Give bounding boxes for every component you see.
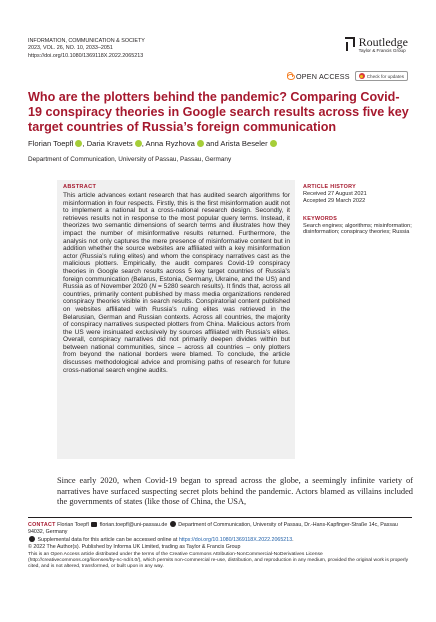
check-updates-button[interactable] [355, 71, 408, 81]
copyright: © 2022 The Author(s). Published by Informa UK Limited, trading as Taylor & Francis Group [28, 543, 241, 550]
crossmark-icon [359, 73, 365, 79]
footer [28, 521, 412, 570]
supplemental-icon [29, 536, 35, 542]
abstract-text [63, 192, 290, 374]
footer-divider [28, 517, 412, 518]
orcid-icon[interactable] [270, 140, 277, 147]
author-name: Anna Ryzhova [145, 139, 195, 148]
badge-row [287, 71, 408, 81]
supplemental-link[interactable]: https://doi.org/10.1080/1369118X.2022.2065213 [178, 536, 293, 543]
open-access-badge [287, 72, 350, 81]
orcid-icon[interactable] [135, 140, 142, 147]
publisher-name: Routledge [358, 35, 408, 49]
journal-doi[interactable]: https://doi.org/10.1080/1369118X.2022.2065213 [28, 52, 144, 59]
author-name: Daria Kravets [86, 139, 133, 148]
check-updates-label: Check for updates [366, 73, 404, 79]
article-title: Who are the plotters behind the pandemic? Comparing Covid-19 conspiracy theories in Google search results across five key target countries of Russia’s foreign communication [28, 90, 409, 135]
orcid-icon[interactable] [197, 140, 204, 147]
abstract-heading: ABSTRACT [63, 184, 97, 190]
affiliation: Department of Communication, University of Passau, Passau, Germany [28, 156, 232, 163]
author-separator: , [141, 139, 146, 148]
author-separator: and [203, 139, 221, 148]
routledge-logo-icon [344, 36, 355, 52]
author-separator: , [82, 139, 87, 148]
address-icon [170, 521, 176, 527]
open-access-label: OPEN ACCESS [295, 71, 350, 81]
keywords-heading: KEYWORDS [303, 215, 338, 222]
history-heading: ARTICLE HISTORY [303, 184, 357, 190]
supplemental-text: Supplemental data for this article can be accessed online at [37, 536, 178, 543]
publisher-logo[interactable] [344, 36, 408, 54]
body-paragraph: Since early 2020, when Covid-19 began to spread across the globe, a seemingly infinite variety of narratives have surfaced suspecting secret plots behind the pandemic. Actors blamed as villains included the governments of states (like those of China, the USA, [57, 476, 413, 507]
journal-name: INFORMATION, COMMUNICATION & SOCIETY [28, 38, 145, 44]
author-list [28, 139, 277, 148]
contact-address: Department of Communication, University of Passau, Dr.-Hans-Kapfinger-Straße 14c, Passau 94032, Germany [28, 522, 398, 535]
license-text: This is an Open Access article distributed under the terms of the Creative Commons Attribution-NonCommercial-NoDerivatives License (http://creativecommons.org/licenses/by-nc-nd/4.0/), which permits non-commercial re-use, distribution, and reproduction in any medium, provided the original work is properly cited, and is not altered, transformed, or built upon in any way. [28, 551, 409, 569]
abstract-n-symbol: N [151, 283, 157, 291]
supplemental-row: Supplemental data for this article can be accessed online at https://doi.org/10.1080/1369118X.2022.2065213. [28, 536, 412, 544]
journal-header [28, 38, 145, 60]
contact-row [28, 521, 412, 535]
accepted-date: Accepted 29 March 2022 [303, 197, 366, 204]
journal-volume: 2023, VOL. 26, NO. 10, 2033–2051 [28, 45, 113, 52]
abstract-text-part: This article advances extant research that has audited search algorithms for misinformation in four respects. Firstly, this is the first misinformation audit not to implement a national but a cross-national research design. Secondly, it retrieves results not in response to the most popular query terms. Instead, it theorizes two semantic dimensions of search terms and illustrates how they impact the number of misinformative results returned. Furthermore, the analysis not only captures the mere presence of misinformative content but in addition whether the source websites are affiliated with a key misinformation actor (Russia’s ruling elites) and whom the conspiracy narratives cast as the malicious plotters. Empirically, the audit compares Covid-19 conspiracy theories in Google search results across 5 key target countries of Russia’s foreign communication (Belarus, Estonia, Germany, Ukraine, and the US) and Russia as of November 2020 ( [63, 192, 290, 291]
author-name: Arista Beseler [220, 139, 268, 148]
contact-label: CONTACT [28, 522, 56, 528]
article-sidebar [303, 184, 413, 236]
contact-name: Florian Toepfl [57, 522, 89, 528]
publisher-subtitle: Taylor & Francis Group [358, 48, 406, 53]
email-icon [91, 522, 97, 527]
contact-email[interactable]: florian.toepfl@uni-passau.de [99, 522, 168, 528]
received-date: Received 27 August 2021 [303, 191, 367, 197]
abstract-text-part: = 5280 search results). It finds that, across all countries, primarily content published by mass media organizations rendered conspiracy theories visible in search results. Conspiratorial content published on websites affiliated with Russia’s ruling elites was retrieved in the Belarusian, German and Russian contexts. Across all countries, the majority of conspiracy narratives suspected plotters from China. Malicious actors from the US were insinuated exclusively by sources affiliated with Russia’s elites. Overall, conspiracy narratives did not primarily deepen divides within but between national communities, since – across all countries – only plotters from beyond the national borders were blamed. To conclude, the article discusses methodological advice and promising paths of research for future cross-national search engine audits. [63, 283, 290, 374]
author-name: Florian Toepfl [28, 139, 74, 148]
keywords-list: Search engines; algorithms; misinformation; disinformation; conspiracy theories; Russia [303, 222, 412, 236]
open-lock-icon [287, 72, 293, 80]
